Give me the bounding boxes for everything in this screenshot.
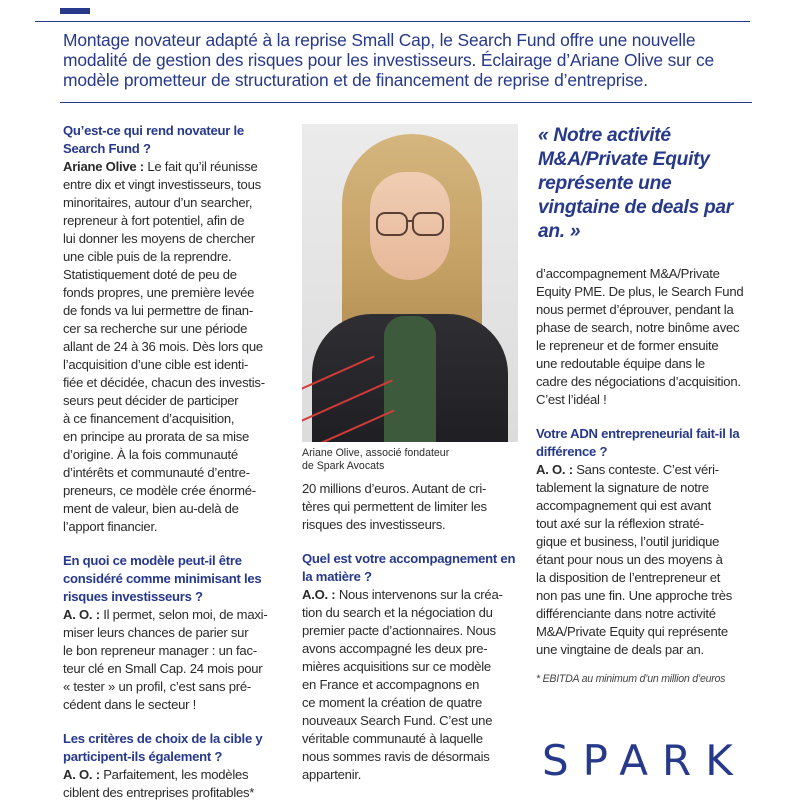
text-line: une cible puis de la reprendre. — [63, 249, 232, 264]
intro-rule — [60, 102, 752, 103]
text-line: en France et accompagnons en — [302, 677, 480, 692]
text-line: d’intérêts et communauté d’entre- — [63, 465, 250, 480]
text-line: à ce financement d’acquisition, — [63, 411, 235, 426]
answer-3-speaker: A. O. : — [63, 767, 100, 782]
text-line: phase de search, notre binôme avec — [536, 320, 740, 335]
text-line: C’est l’idéal ! — [536, 392, 607, 407]
text-line: nous permet d’éprouver, pendant la — [536, 302, 734, 317]
text-line: minoritaires, autour d’un searcher, — [63, 195, 253, 210]
question-2: En quoi ce modèle peut-il être considéré comme minimisant les risques investisseurs ? — [63, 553, 262, 604]
question-4: Quel est votre accompagnement en la matière ? — [302, 551, 516, 584]
text-line: mières acquisitions sur ce modèle — [302, 659, 491, 674]
spark-logo: SPARK — [542, 736, 747, 785]
text-line: tablement la signature de notre — [536, 480, 709, 495]
answer-2-speaker: A. O. : — [63, 607, 100, 622]
column-middle — [302, 480, 518, 784]
question-5: Votre ADN entrepreneurial fait-il la différence ? — [536, 426, 740, 459]
middle-continuation-text — [302, 480, 518, 534]
text-line: le bon repreneur manager : un fac- — [63, 643, 257, 658]
answer-3 — [63, 766, 283, 802]
top-bar — [0, 0, 800, 24]
text-line: la disposition de l’entrepreneur et — [536, 570, 721, 585]
text-line: teur clé en Small Cap. 24 mois pour — [63, 661, 263, 676]
right-continuation-text — [536, 265, 753, 409]
pull-quote: « Notre activité M&A/Private Equity représente une vingtaine de deals par an. » — [538, 125, 733, 242]
text-line: une vingtaine de deals par an. — [536, 642, 704, 657]
answer-4-text — [302, 587, 503, 782]
text-line: appartenir. — [302, 767, 362, 782]
text-line: une redoutable équipe dans le — [536, 356, 705, 371]
column-right — [536, 265, 753, 686]
text-line: M&A/Private Equity qui représente — [536, 624, 728, 639]
portrait-photo — [302, 124, 518, 442]
answer-4-speaker: A.O. : — [302, 587, 336, 602]
text-line: ciblent des entreprises profitables* — [63, 785, 255, 800]
text-line: nouveaux Search Fund. C’est une — [302, 713, 493, 728]
text-line: fiée et décidée, chacun des investis- — [63, 375, 265, 390]
text-line: lui donner les moyens de chercher — [63, 231, 255, 246]
text-line: Parfaitement, les modèles — [103, 767, 249, 782]
text-line: 20 millions d’euros. Autant de cri- — [302, 481, 487, 496]
text-line: Le fait qu’il réunisse — [147, 159, 258, 174]
answer-2 — [63, 606, 283, 714]
text-line: seurs peut décider de participer — [63, 393, 239, 408]
text-line: cer sa recherche sur une période — [63, 321, 248, 336]
text-line: Nous intervenons sur la créa- — [338, 587, 503, 602]
text-line: cédent dans le secteur ! — [63, 697, 197, 712]
footnote: * EBITDA au minimum d’un million d’euros — [536, 673, 726, 685]
text-line: gique et business, l’outil juridique — [536, 534, 720, 549]
text-line: étant pour nous un des moyens à — [536, 552, 723, 567]
text-line: le repreneur et de former ensuite — [536, 338, 719, 353]
question-1: Qu’est-ce qui rend novateur le Search Fund ? — [63, 123, 244, 156]
text-line: d’accompagnement M&A/Private — [536, 266, 720, 281]
intro-paragraph: Montage novateur adapté à la reprise Small Cap, le Search Fund offre une nouvelle modalité de gestion des risques pour les investisseurs. Éclairage d’Ariane Olive sur ce modèle prometteur de structuration et de financement de reprise d’entreprise. — [63, 30, 715, 90]
answer-1 — [63, 158, 283, 536]
text-line: d’origine. À la fois communauté — [63, 447, 238, 462]
answer-5-text — [536, 462, 732, 657]
text-line: avons accompagné les deux pre- — [302, 641, 488, 656]
text-line: différenciante dans notre activité — [536, 606, 716, 621]
text-line: miser leurs chances de parier sur — [63, 625, 249, 640]
text-line: tères qui permettent de limiter les — [302, 499, 487, 514]
answer-2-text — [63, 607, 267, 712]
top-rule — [35, 21, 750, 22]
answer-5-speaker: A. O. : — [536, 462, 573, 477]
caption-line-2: de Spark Avocats — [302, 460, 385, 472]
text-line: preneurs, ce modèle crée énormé- — [63, 483, 256, 498]
text-line: accompagnement qui est avant — [536, 498, 711, 513]
text-line: « tester » un profil, c’est sans pré- — [63, 679, 251, 694]
text-line: premier pacte d’actionnaires. Nous — [302, 623, 496, 638]
answer-1-speaker: Ariane Olive : — [63, 159, 144, 174]
answer-4 — [302, 586, 518, 784]
text-line: risques des investisseurs. — [302, 517, 446, 532]
text-line: de fonds va lui permettre de finan- — [63, 303, 253, 318]
text-line: fonds propres, une première levée — [63, 285, 255, 300]
title-glyph-fragment — [60, 0, 90, 14]
text-line: ce moment la création de quatre — [302, 695, 483, 710]
text-line: non pas une fin. Une approche très — [536, 588, 733, 603]
text-line: Statistiquement doté de peu de — [63, 267, 237, 282]
text-line: l’acquisition d’une cible est identi- — [63, 357, 249, 372]
text-line: nous sommes ravis de désormais — [302, 749, 490, 764]
text-line: entre dix et vingt investisseurs, tous — [63, 177, 261, 192]
text-line: tout axé sur la réflexion straté- — [536, 516, 704, 531]
photo-caption — [302, 447, 518, 473]
text-line: véritable communauté à laquelle — [302, 731, 483, 746]
text-line: tion du search et la négociation du — [302, 605, 493, 620]
text-line: repreneur à fort potentiel, afin de — [63, 213, 245, 228]
text-line: Sans conteste. C’est véri- — [576, 462, 719, 477]
text-line: Equity PME. De plus, le Search Fund — [536, 284, 744, 299]
column-left — [63, 122, 283, 802]
text-line: Il permet, selon moi, de maxi- — [103, 607, 268, 622]
answer-5 — [536, 461, 753, 659]
text-line: allant de 24 à 36 mois. Dès lors que — [63, 339, 263, 354]
text-line: cadre des négociations d’acquisition. — [536, 374, 741, 389]
caption-line-1: Ariane Olive, associé fondateur — [302, 447, 450, 459]
answer-1-text — [63, 159, 265, 534]
text-line: ment de valeur, bien au-delà de — [63, 501, 239, 516]
text-line: l’apport financier. — [63, 519, 158, 534]
text-line: en principe au prorata de sa mise — [63, 429, 250, 444]
question-3: Les critères de choix de la cible y participent-ils également ? — [63, 731, 263, 764]
